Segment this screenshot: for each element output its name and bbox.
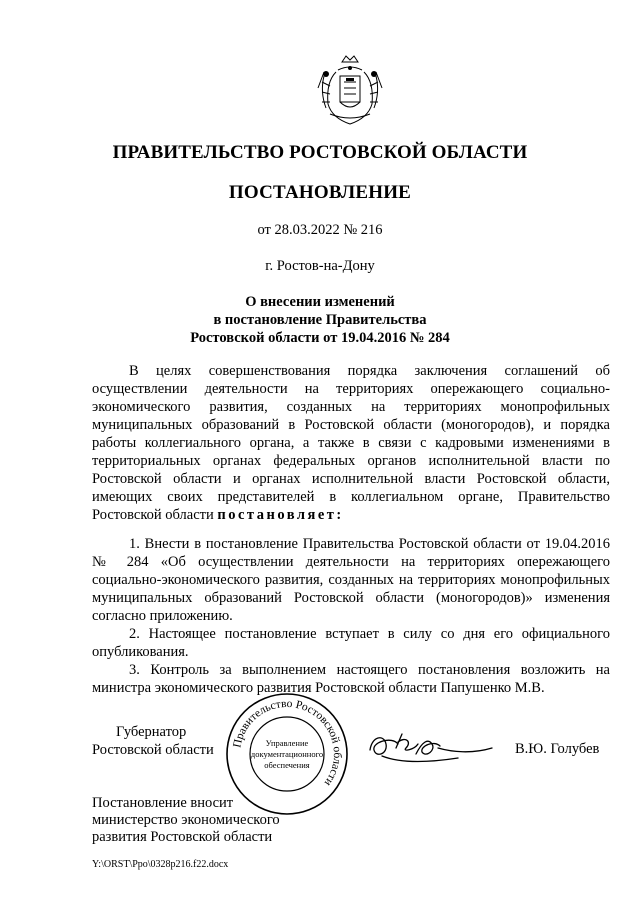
- resolution-items: [92, 535, 610, 697]
- organization-title: ПРАВИТЕЛЬСТВО РОСТОВСКОЙ ОБЛАСТИ: [112, 142, 528, 163]
- submitted-by-line: министерство экономического: [92, 812, 280, 828]
- submitted-by-line: Постановление вносит: [92, 795, 234, 811]
- resolution-item-3: 3. Контроль за выполнением настоящего постановления возложить на министра экономического развития Ростовской области Папушенко М.В.: [92, 662, 610, 696]
- document-subject: [60, 293, 580, 347]
- signatory-title-line: Ростовской области: [92, 742, 214, 758]
- stamp-line: обеспечения: [264, 760, 310, 770]
- document-type-title: ПОСТАНОВЛЕНИЕ: [228, 182, 412, 203]
- signatory-title: [92, 723, 214, 759]
- stamp-line: Управление: [265, 738, 309, 748]
- submitted-by-line: развития Ростовской области: [92, 829, 273, 845]
- signatory-name: В.Ю. Голубев: [515, 741, 600, 757]
- preamble-paragraph: [92, 362, 610, 524]
- document-date-number: от 28.03.2022 № 216: [257, 222, 383, 238]
- stamp-ring-text: Правительство Ростовской области: [231, 697, 344, 789]
- file-path: Y:\ORST\Ppo\0328p216.f22.docx: [92, 859, 229, 870]
- coat-of-arms-icon: [316, 52, 384, 128]
- preamble-text: В целях совершенствования порядка заключения соглашений об осуществлении деятельности на территориях опережающего социально-экономического развития, созданных на территориях монопрофильных муниципальных образований в Ростовской области (моногородов), и порядка работы коллегиального органа, а также в связи с кадровыми изменениями в территориальных органах федеральных органов исполнительной власти по Ростовской области и органах исполнительной власти Ростовской области, имеющих своих представителей в коллегиальном органе, Правительство Ростовской области: [92, 363, 610, 523]
- subject-line: О внесении изменений: [245, 294, 395, 310]
- resolution-item-1: 1. Внести в постановление Правительства Ростовской области от 19.04.2016 № 284 «Об осуществлении деятельности на территориях опережающего социально-экономического развития, созданных на территориях монопрофильных муниципальных образований Ростовской области (моногородов)» изменения согласно приложению.: [92, 536, 610, 624]
- resolves-word: постановляет:: [217, 507, 344, 523]
- subject-line: в постановление Правительства: [213, 312, 427, 328]
- stamp-line: документационного: [250, 749, 324, 759]
- resolution-item-2: 2. Настоящее постановление вступает в силу со дня его официального опубликования.: [92, 626, 610, 660]
- handwritten-signature: [362, 724, 502, 772]
- document-city: г. Ростов-на-Дону: [265, 258, 375, 274]
- signatory-title-line: Губернатор: [116, 724, 187, 740]
- submitted-by-block: [92, 795, 352, 846]
- subject-line: Ростовской области от 19.04.2016 № 284: [190, 330, 450, 346]
